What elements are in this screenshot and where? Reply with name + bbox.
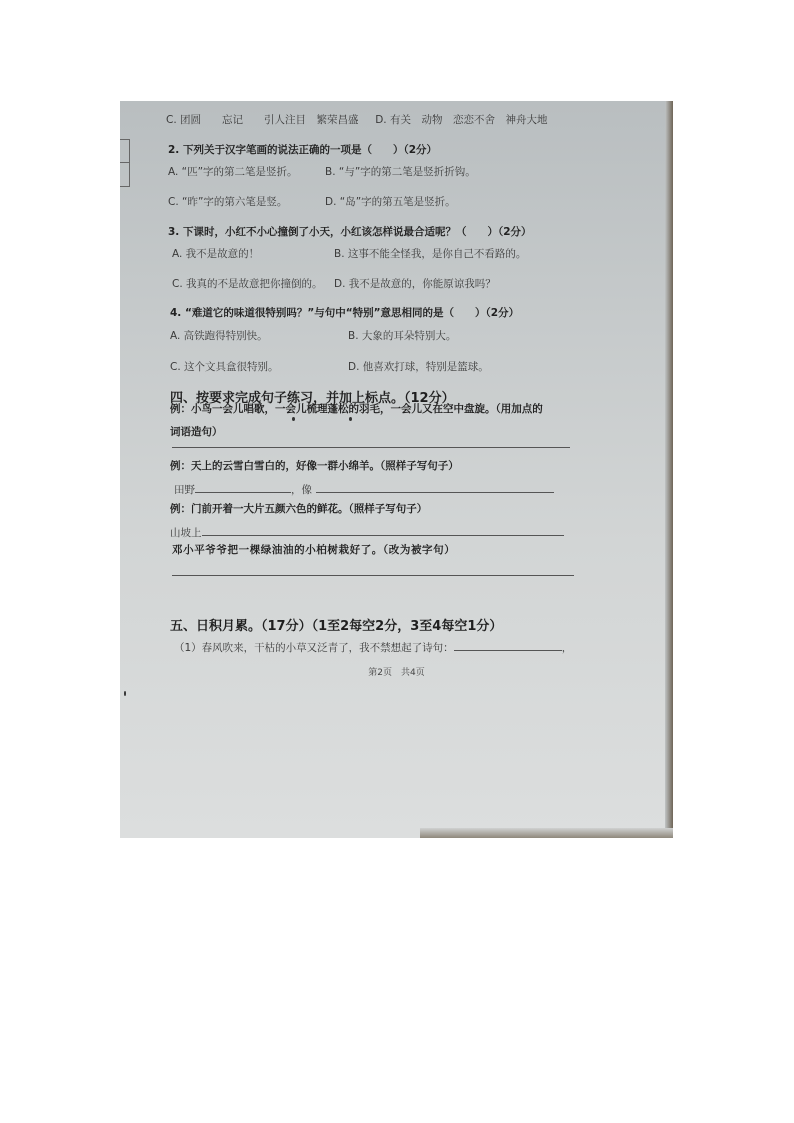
- page-shadow-right: [665, 101, 673, 838]
- score-box: [120, 139, 130, 187]
- ex2-blank-2[interactable]: [316, 482, 554, 493]
- q3-option-c: C. 我真的不是故意把你撞倒的。: [172, 278, 323, 290]
- q2-option-a: A. “匹”字的第二笔是竖折。: [168, 166, 298, 178]
- mark: [124, 691, 126, 696]
- section4-example3-answer: [170, 525, 564, 540]
- emphasis-dot: [349, 417, 352, 421]
- answer-line-4[interactable]: [172, 575, 574, 576]
- section5-title: 五、日积月累。（17分）（1至2每空2分，3至4每空1分）: [170, 619, 503, 634]
- page-shadow-bottom: [420, 828, 673, 838]
- q1-options-line: [166, 113, 547, 127]
- section4-example2-answer: [174, 482, 554, 497]
- q2-option-d: D. “岛”字的第五笔是竖折。: [325, 196, 456, 208]
- q2-stem: 2. 下列关于汉字笔画的说法正确的一项是（ ）（2分）: [168, 144, 438, 156]
- page-number: 第2页 共4页: [368, 668, 425, 678]
- q3-option-d: D. 我不是故意的，你能原谅我吗？: [334, 278, 496, 290]
- emphasis-dot: [292, 417, 295, 421]
- answer-line-1[interactable]: [172, 447, 570, 448]
- ex3-prefix: 山坡上: [170, 527, 202, 539]
- section4-example3: 例：门前开着一大片五颜六色的鲜花。（照样子写句子）: [170, 503, 428, 515]
- q4-option-b: B. 大象的耳朵特别大。: [348, 330, 457, 342]
- ex2-mid: ，像: [291, 484, 312, 496]
- q4-option-d: D. 他喜欢打球，特别是篮球。: [348, 361, 489, 373]
- exam-page-photo: [120, 101, 673, 838]
- q4-option-c: C. 这个文具盒很特别。: [170, 361, 279, 373]
- q2-option-b: B. “与”字的第二笔是竖折折钩。: [325, 166, 476, 178]
- section5-q1: [174, 640, 572, 655]
- section4-example2: 例：天上的云雪白雪白的，好像一群小绵羊。（照样子写句子）: [170, 460, 459, 472]
- q4-stem: 4. “难道它的味道很特别吗？”与句中“特别”意思相同的是（ ）（2分）: [170, 307, 520, 319]
- q2-option-c: C. “昨”字的第六笔是竖。: [168, 196, 288, 208]
- section5-q1-blank[interactable]: [454, 640, 562, 651]
- q3-option-a: A. 我不是故意的！: [172, 248, 260, 260]
- ex3-blank[interactable]: [202, 525, 564, 536]
- ex2-blank-1[interactable]: [195, 482, 291, 493]
- q1-option-d: D. 有关 动物 恋恋不舍 神舟大地: [375, 114, 548, 126]
- section5-q1-end: ，: [561, 642, 573, 654]
- section5-q1-text: （1）春风吹来，干枯的小草又泛青了，我不禁想起了诗句：: [174, 642, 454, 654]
- ex2-prefix: 田野: [174, 484, 195, 496]
- q4-option-a: A. 高铁跑得特别快。: [170, 330, 268, 342]
- q1-option-c: C. 团圆 忘记 引人注目 繁荣昌盛: [166, 114, 359, 126]
- section4-example1-line1: 例：小鸟一会儿唱歌，一会儿梳理蓬松的羽毛，一会儿又在空中盘旋。（用加点的: [170, 403, 543, 415]
- section4-title: 四、按要求完成句子练习，并加上标点。（12分）: [170, 391, 455, 406]
- q3-stem: 3. 下课时，小红不小心撞倒了小天，小红该怎样说最合适呢？（ ）（2分）: [168, 226, 532, 238]
- section4-question4: 邓小平爷爷把一棵绿油油的小柏树栽好了。（改为被字句）: [172, 544, 456, 556]
- q3-option-b: B. 这事不能全怪我，是你自己不看路的。: [334, 248, 527, 260]
- section4-example1-line2: 词语造句）: [170, 426, 223, 438]
